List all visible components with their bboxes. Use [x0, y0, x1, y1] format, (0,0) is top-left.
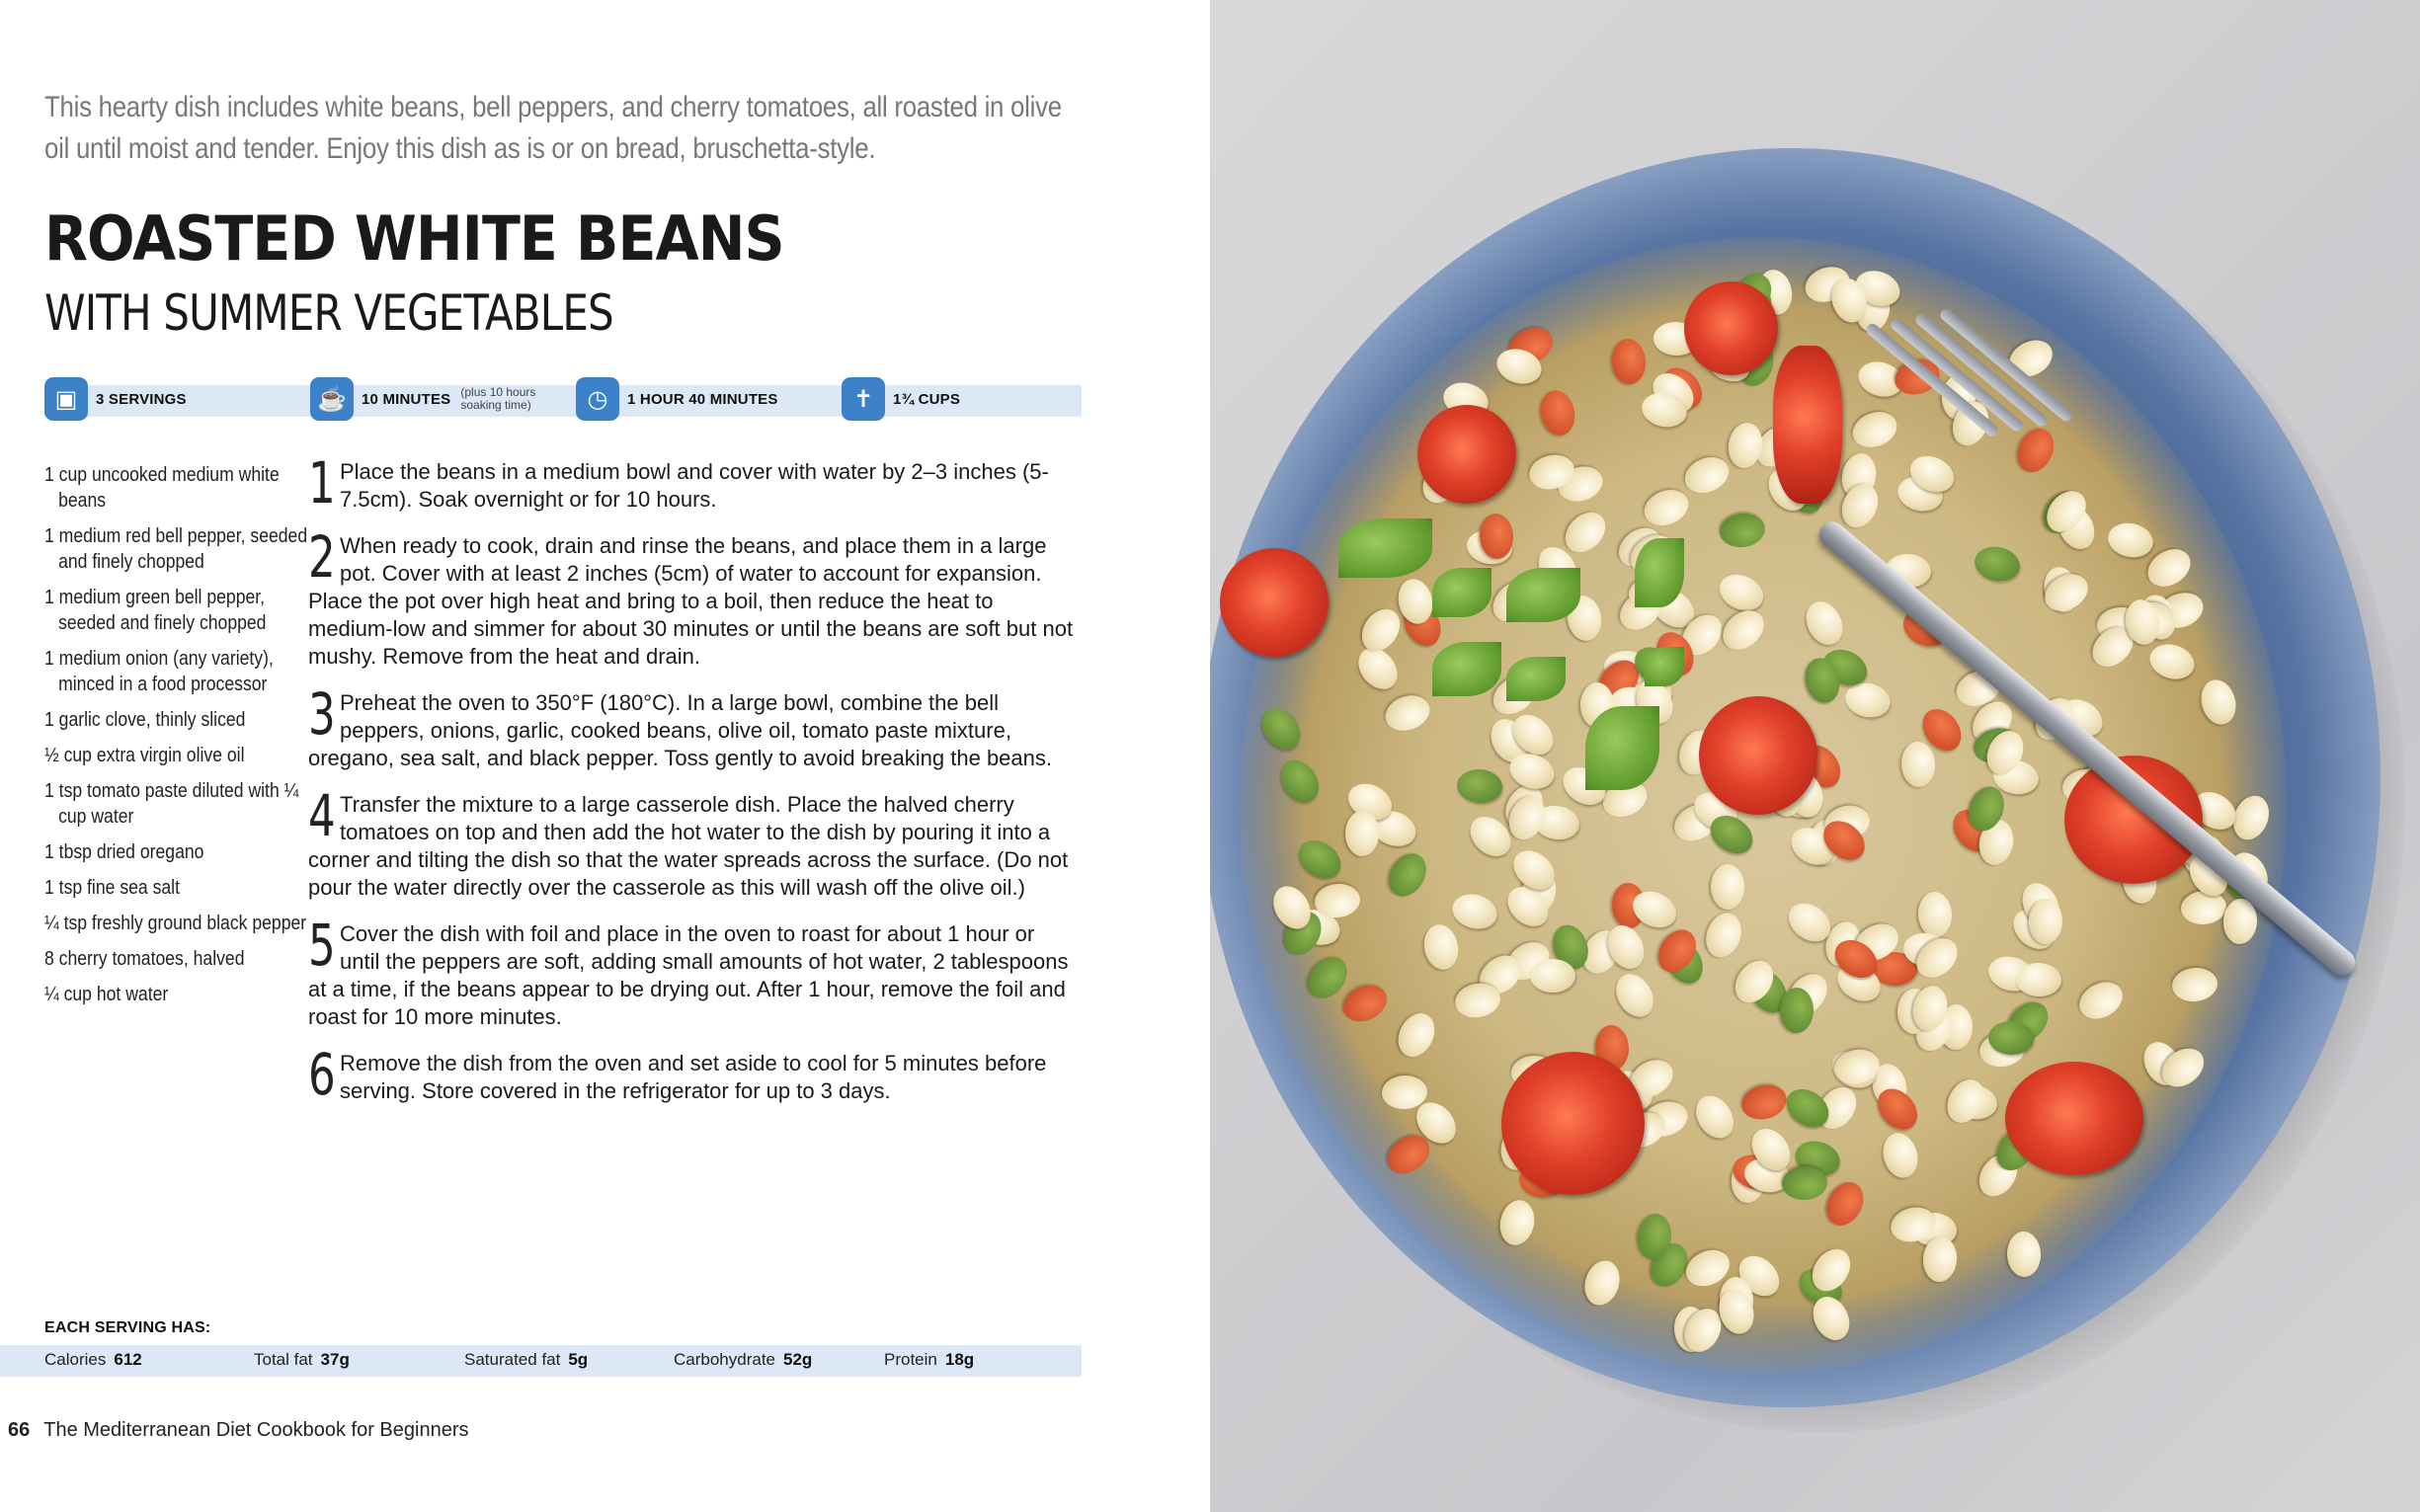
oregano-leaf	[1432, 568, 1492, 617]
bean	[1253, 700, 1308, 756]
nutrition-label: Protein	[884, 1350, 937, 1369]
nutrition-value: 52g	[783, 1350, 813, 1369]
bean	[1689, 1089, 1742, 1146]
book-title: The Mediterranean Diet Cookbook for Beginners	[43, 1419, 469, 1441]
ingredient-item: 1 medium red bell pepper, seeded and finely chopped	[44, 525, 308, 573]
ingredient-list	[44, 462, 308, 1017]
bean	[1972, 542, 2023, 585]
prep-time-note: (plus 10 hours soaking time)	[460, 385, 536, 412]
fork-tines	[1842, 326, 1990, 523]
bean	[2196, 676, 2240, 729]
ingredient-item: ¼ cup hot water	[44, 984, 169, 1005]
bean	[1780, 988, 1815, 1034]
oregano-leaf	[1506, 568, 1580, 622]
bean	[1420, 921, 1463, 973]
page-number: 66	[8, 1419, 31, 1441]
oregano-leaf	[1506, 657, 1566, 701]
step-number: 2	[308, 523, 336, 591]
tomato-half	[1684, 281, 1778, 375]
step-text: Cover the dish with foil and place in the oven to roast for about 1 hour or until the peppers are soft, adding small amounts of hot water, 2 tablespoons at a time, if the beans appear to be drying out. After 1 hour, remove the foil and roast for 10 more minutes.	[308, 921, 1069, 1029]
bean	[2145, 639, 2199, 684]
servings-label: 3 SERVINGS	[96, 390, 187, 408]
recipe-subtitle: WITH SUMMER VEGETABLES	[44, 284, 613, 342]
tomato-half	[1773, 346, 1842, 504]
bean	[2171, 966, 2219, 1004]
bean	[1337, 979, 1393, 1029]
tomato-half	[2005, 1062, 2143, 1175]
bean	[1900, 741, 1936, 788]
bean	[1781, 1165, 1828, 1201]
nutrition-label: Total fat	[254, 1350, 313, 1369]
bean	[1922, 1235, 1959, 1283]
tomato-half	[1699, 696, 1817, 815]
step-number: 1	[308, 449, 336, 517]
prep-time-label: 10 MINUTES	[362, 390, 451, 408]
nutrition-protein	[884, 1350, 974, 1370]
pot-icon: ▣	[44, 377, 88, 421]
page-footer	[8, 1419, 468, 1442]
step-text: When ready to cook, drain and rinse the beans, and place them in a large pot. Cover with at least 2 inches (5cm) of water to account for expansion. Place the pot over high heat and bring to a boil, then reduce the heat to medium-low and simmer for about 30 minutes or until the beans are soft but not mushy. Remove from the heat and drain.	[308, 533, 1074, 669]
cook-time-label: 1 HOUR 40 MINUTES	[627, 390, 778, 408]
method-steps	[308, 449, 1079, 1124]
bean	[2015, 962, 2061, 997]
ingredient-item: 1 cup uncooked medium white beans	[44, 464, 280, 512]
method-step	[308, 523, 1079, 671]
oregano-leaf	[1635, 538, 1684, 607]
servings-info	[44, 375, 187, 423]
tomato-half	[1501, 1052, 1645, 1195]
bean	[1879, 1129, 1923, 1182]
nutrition-value: 612	[114, 1350, 142, 1369]
bean	[2105, 518, 2156, 561]
ingredient-item: 1 tsp tomato paste diluted with ¼ cup water	[44, 780, 299, 828]
bean	[2028, 899, 2062, 945]
bean	[1679, 450, 1734, 499]
step-number: 4	[308, 782, 336, 849]
step-number: 6	[308, 1041, 336, 1108]
food-photo	[1210, 0, 2420, 1512]
prep-time-info	[310, 375, 549, 423]
ingredient-item: 8 cherry tomatoes, halved	[44, 948, 245, 970]
bean	[1715, 568, 1770, 617]
ingredient-item: 1 medium green bell pepper, seeded and finely chopped	[44, 587, 267, 634]
bean	[1391, 1007, 1441, 1063]
step-number: 5	[308, 912, 336, 979]
bean	[2006, 1231, 2042, 1277]
oregano-leaf	[1432, 642, 1501, 696]
bean	[1639, 483, 1693, 531]
step-text: Remove the dish from the oven and set aside to cool for 5 minutes before serving. Store covered in the refrigerator for up to 3 days.	[340, 1051, 1047, 1103]
serving-size-label: 1¾ CUPS	[893, 390, 961, 408]
bean	[1273, 753, 1327, 809]
bean	[1799, 595, 1849, 650]
bean	[2222, 898, 2258, 945]
bean	[2011, 423, 2060, 478]
method-step	[308, 680, 1079, 772]
nutrition-total-fat	[254, 1350, 350, 1370]
ingredient-item: 1 medium onion (any variety), minced in a food processor	[44, 648, 274, 695]
oregano-leaf	[1338, 518, 1432, 578]
tomato-half	[1417, 405, 1516, 504]
bean	[1610, 338, 1648, 386]
method-step	[308, 449, 1079, 517]
bean	[1456, 767, 1503, 804]
bean	[1917, 891, 1953, 938]
bean	[1718, 511, 1767, 550]
nutrition-label: Saturated fat	[464, 1350, 561, 1369]
chef-icon: ☕	[310, 377, 354, 421]
step-text: Preheat the oven to 350°F (180°C). In a large bowl, combine the bell peppers, onions, garlic, cooked beans, olive oil, tomato paste mixture, oregano, sea salt, and black pepper. Toss gently to avoid breaking the beans.	[308, 690, 1052, 770]
ingredient-item: 1 tbsp dried oregano	[44, 841, 204, 863]
recipe-title: ROASTED WHITE BEANS	[44, 202, 784, 275]
bean	[1737, 1080, 1790, 1124]
nutrition-label: Carbohydrate	[674, 1350, 776, 1369]
serving-size-info	[842, 375, 960, 423]
ingredient-item: 1 garlic clove, thinly sliced	[44, 709, 246, 731]
bean	[1715, 602, 1771, 658]
bean	[1940, 1074, 1991, 1130]
nutrition-carbohydrate	[674, 1350, 812, 1370]
ingredient-item: 1 tsp fine sea salt	[44, 877, 180, 899]
tomato-half	[1220, 548, 1329, 657]
nutrition-value: 5g	[568, 1350, 589, 1369]
ingredient-item: ¼ tsp freshly ground black pepper	[44, 913, 307, 934]
recipe-intro: This hearty dish includes white beans, bell peppers, and cherry tomatoes, all roasted in olive oil until moist and tender. Enjoy this dish as is or on bread, bruschetta-style.	[44, 91, 1062, 165]
bean	[1354, 601, 1408, 658]
timer-icon: ◷	[576, 377, 619, 421]
fork-icon: ✝	[842, 377, 885, 421]
bean	[1608, 968, 1660, 1024]
nutrition-value: 18g	[944, 1350, 975, 1369]
bean	[1380, 690, 1434, 738]
nutrition-value: 37g	[320, 1350, 350, 1369]
method-step	[308, 782, 1079, 902]
nutrition-heading: EACH SERVING HAS:	[44, 1319, 211, 1336]
method-step	[308, 912, 1079, 1031]
bean	[1292, 833, 1348, 886]
nutrition-calories	[44, 1350, 142, 1370]
oregano-leaf	[1645, 647, 1684, 686]
bean	[1345, 811, 1379, 856]
bean	[2073, 975, 2130, 1026]
bean	[1579, 1256, 1625, 1310]
bean	[1449, 889, 1502, 933]
step-text: Transfer the mixture to a large casserole dish. Place the halved cherry tomatoes on top and then add the hot water to the dish by pouring it into a corner and tilting the dish so that the water spreads across the surface. (Do not pour the water directly over the casserole as this will wash off the olive oil.)	[308, 792, 1069, 900]
step-number: 3	[308, 680, 336, 748]
nutrition-saturated-fat	[464, 1350, 588, 1370]
bean	[1496, 1197, 1539, 1248]
bean	[1710, 864, 1744, 911]
oregano-leaf	[1585, 706, 1659, 790]
cook-time-info	[576, 375, 778, 423]
step-text: Place the beans in a medium bowl and cover with water by 2–3 inches (5-7.5cm). Soak overnight or for 10 hours.	[340, 459, 1049, 512]
bean	[1382, 846, 1434, 903]
bean	[1530, 959, 1575, 993]
bean	[1537, 387, 1579, 438]
nutrition-label: Calories	[44, 1350, 107, 1369]
ingredient-item: ½ cup extra virgin olive oil	[44, 745, 245, 766]
bean	[1701, 909, 1747, 963]
method-step	[308, 1041, 1079, 1108]
